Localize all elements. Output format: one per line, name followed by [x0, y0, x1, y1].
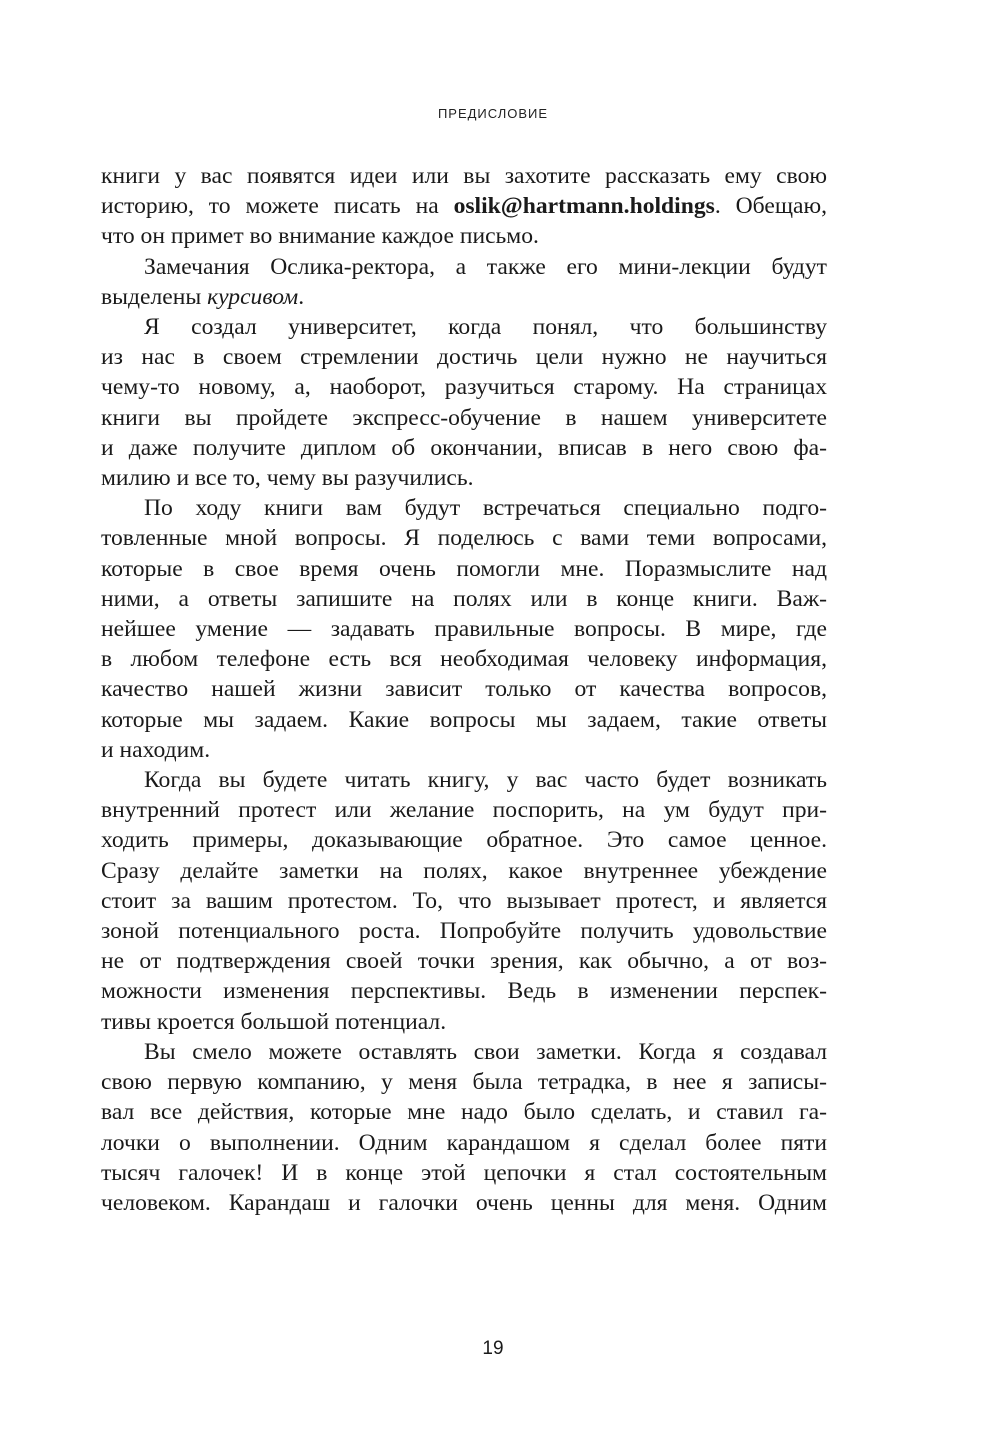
body-text — [101, 161, 827, 1218]
text-line: Вы смело можете оставлять свои заметки. Когда я создавал — [144, 1038, 827, 1065]
text-line: По ходу книги вам будут встречаться специально подго- — [144, 495, 827, 522]
italic-run: курсивом — [207, 283, 299, 310]
text-line — [101, 191, 827, 221]
text-line: внутренний протест или желание поспорить, на ум будут при- — [101, 797, 827, 824]
text-line: нейшее умение — задавать правильные вопросы. В мире, где — [101, 616, 827, 643]
text-line: Замечания Ослика-ректора, а также его мини-лекции будут — [144, 253, 827, 280]
text-line: которые мы задаем. Какие вопросы мы задаем, такие ответы — [101, 706, 827, 733]
text-line: свою первую компанию, у меня была тетрадка, в нее я записы- — [101, 1069, 827, 1096]
paragraph — [101, 765, 827, 1037]
text-line: милию и все то, чему вы разучились. — [101, 465, 474, 492]
text-line — [101, 282, 827, 312]
paragraph — [101, 312, 827, 493]
text-run: . — [298, 283, 305, 310]
paragraph — [101, 493, 827, 765]
email-address: oslik@hartmann.holdings — [453, 193, 715, 220]
paragraph — [101, 1037, 827, 1218]
text-line: можности изменения перспективы. Ведь в изменении перспек- — [101, 978, 827, 1005]
text-run: выделены — [101, 283, 208, 310]
text-line: из нас в своем стремлении достичь цели нужно не научиться — [101, 344, 827, 371]
running-head: ПРЕДИСЛОВИЕ — [437, 106, 549, 121]
page-number: 19 — [482, 1338, 504, 1359]
text-line: в любом телефоне есть вся необходимая человеку информация, — [101, 646, 827, 673]
text-line: что он примет во внимание каждое письмо. — [101, 223, 539, 250]
text-line: человеком. Карандаш и галочки очень ценны для меня. Одним — [101, 1189, 827, 1216]
text-line: книги вы пройдете экспресс-обучение в нашем университете — [101, 404, 827, 431]
text-line: чему-то новому, а, наоборот, разучиться старому. На страницах — [101, 374, 827, 401]
text-line: зоной потенциального роста. Попробуйте получить удовольствие — [101, 918, 827, 945]
paragraph — [101, 161, 827, 252]
text-line: Я создал университет, когда понял, что большинству — [144, 314, 827, 341]
text-line: и находим. — [101, 736, 211, 763]
text-line: товленные мной вопросы. Я поделюсь с вами теми вопросами, — [101, 525, 827, 552]
text-line: стоит за вашим протестом. То, что вызывает протест, и является — [101, 887, 827, 914]
text-line: Когда вы будете читать книгу, у вас часто будет возникать — [144, 767, 827, 794]
text-run: . Обещаю, — [714, 193, 827, 220]
text-line: не от подтверждения своей точки зрения, как обычно, а от воз- — [101, 948, 827, 975]
paragraph — [101, 252, 827, 312]
text-line: вал все действия, которые мне надо было сделать, и ставил га- — [101, 1099, 827, 1126]
text-line: тысяч галочек! И в конце этой цепочки я стал состоятельным — [101, 1159, 827, 1186]
text-line: тивы кроется большой потенциал. — [101, 1008, 447, 1035]
text-line: Сразу делайте заметки на полях, какое внутреннее убеждение — [101, 857, 827, 884]
text-line: качество нашей жизни зависит только от качества вопросов, — [101, 676, 827, 703]
text-line: книги у вас появятся идеи или вы захотите рассказать ему свою — [101, 163, 827, 189]
text-run: историю, то можете писать на — [101, 193, 454, 220]
text-line: ходить примеры, доказывающие обратное. Это самое ценное. — [101, 827, 827, 854]
text-line: которые в свое время очень помогли мне. Поразмыслите над — [101, 555, 827, 582]
text-line: лочки о выполнении. Одним карандашом я сделал более пяти — [101, 1129, 827, 1156]
text-line: ними, а ответы запишите на полях или в конце книги. Важ- — [101, 585, 827, 612]
text-line: и даже получите диплом об окончании, вписав в него свою фа- — [101, 434, 827, 461]
